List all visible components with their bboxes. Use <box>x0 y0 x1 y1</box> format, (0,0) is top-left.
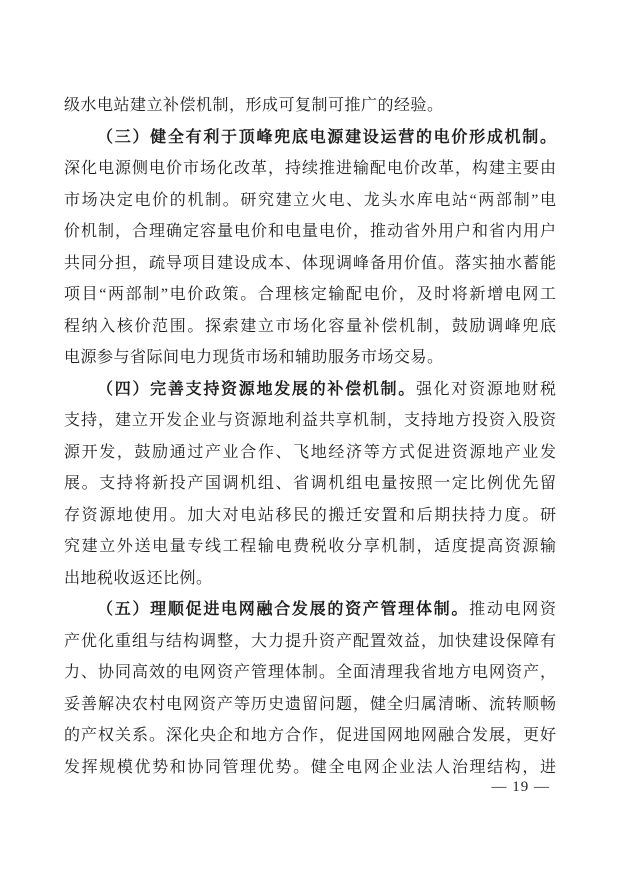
text-line <box>64 468 556 500</box>
body-text: 究建立外送电量专线工程输电费税收分享机制，适度提高资源输 <box>64 538 556 555</box>
text-line <box>64 689 556 721</box>
body-text: 深化电源侧电价市场化改革，持续推进输配电价改革，构建主要由 <box>64 160 556 177</box>
body-text: 源开发，鼓励通过产业合作、飞地经济等方式促进资源地产业发 <box>64 443 556 461</box>
text-line <box>64 531 556 563</box>
body-text: 产优化重组与结构调整，大力提升资产配置效益，加快建设保障有 <box>64 632 556 650</box>
text-line <box>64 563 556 595</box>
body-text: 项目“两部制”电价政策。合理核定输配电价，及时将新增电网工 <box>64 286 556 303</box>
text-line <box>64 342 556 374</box>
text-line <box>64 311 556 343</box>
text-line <box>64 626 556 658</box>
text-line <box>64 437 556 469</box>
body-text: 程纳入核价范围。探索建立市场化容量补偿机制，鼓励调峰兜底 <box>64 317 556 335</box>
section-heading-text: （三）健全有利于顶峰兜底电源建设运营的电价形成机制。 <box>97 128 556 146</box>
text-line <box>64 185 556 217</box>
page-number: — 19 — <box>491 779 550 795</box>
paragraph-heading-line <box>64 122 556 154</box>
body-text: 市场决定电价的机制。研究建立火电、龙头水库电站“两部制”电 <box>64 191 556 209</box>
paragraph-heading-line <box>64 374 556 406</box>
body-text: 出地税收返还比例。 <box>64 569 213 587</box>
body-text: 强化对资源地财税 <box>415 380 556 398</box>
body-text: 价机制，合理确定容量电价和电量电价，推动省外用户和省内用户 <box>64 223 556 240</box>
body-text: 存资源地使用。加大对电站移民的搬迁安置和后期扶持力度。研 <box>64 506 556 524</box>
body-text: 支持，建立开发企业与资源地利益共享机制，支持地方投资入股资 <box>64 412 556 429</box>
text-line <box>64 405 556 437</box>
body-text: 共同分担，疏导项目建设成本、体现调峰备用价值。落实抽水蓄能 <box>64 254 556 272</box>
text-line <box>64 720 556 752</box>
body-text: 妥善解决农村电网资产等历史遗留问题，健全归属清晰、流转顺畅 <box>64 695 556 713</box>
text-line <box>64 153 556 185</box>
text-line <box>64 279 556 311</box>
paragraph-heading-line <box>64 594 556 626</box>
body-text: 的产权关系。深化央企和地方合作，促进国网地网融合发展，更好 <box>64 727 556 744</box>
body-text: 力、协同高效的电网资产管理体制。全面清理我省地方电网资产， <box>64 664 556 681</box>
body-text: 电源参与省际间电力现货市场和辅助服务市场交易。 <box>64 349 444 366</box>
body-text: 发挥规模优势和协同管理优势。健全电网企业法人治理结构，进 <box>64 758 556 776</box>
section-heading-text: （四）完善支持资源地发展的补偿机制。 <box>97 380 416 398</box>
body-text: 展。支持将新投产国调机组、省调机组电量按照一定比例优先留 <box>64 475 556 492</box>
text-line <box>64 90 556 122</box>
text-line <box>64 657 556 689</box>
body-text: 级水电站建立补偿机制，形成可复制可推广的经验。 <box>64 97 444 114</box>
text-line <box>64 216 556 248</box>
body-text: 推动电网资 <box>469 601 556 618</box>
text-line <box>64 752 556 784</box>
section-heading-text: （五）理顺促进电网融合发展的资产管理体制。 <box>97 601 470 618</box>
text-block <box>64 90 556 783</box>
text-line <box>64 500 556 532</box>
text-line <box>64 248 556 280</box>
